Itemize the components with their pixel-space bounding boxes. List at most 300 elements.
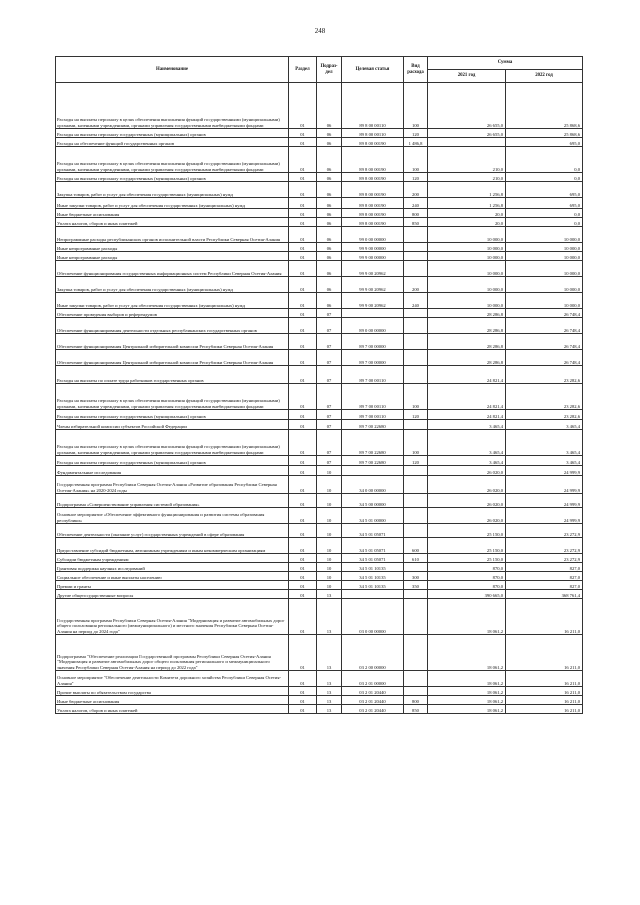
cell-tsel: 99 9 00 20962: [342, 293, 404, 309]
cell-tsel: [342, 466, 404, 476]
cell-razdel: 01: [289, 705, 317, 714]
cell-podrazdel: 07: [317, 420, 342, 430]
cell-y2022: 10 000,0: [506, 261, 583, 277]
table-row: [56, 705, 583, 714]
cell-y2021: 28 286,8: [428, 334, 506, 350]
cell-razdel: 01: [289, 410, 317, 420]
cell-y2021: 870,0: [428, 563, 506, 572]
cell-y2022: 23 272,9: [506, 524, 583, 538]
table-row: [56, 182, 583, 198]
table-row: [56, 173, 583, 182]
cell-razdel: 01: [289, 350, 317, 366]
cell-vid: [404, 524, 428, 538]
cell-y2021: 25 150,0: [428, 554, 506, 563]
table-row: [56, 198, 583, 209]
cell-razdel: 01: [289, 309, 317, 318]
cell-tsel: 89 8 00 00190: [342, 138, 404, 147]
cell-name: Субсидии бюджетным учреждениям: [56, 554, 289, 563]
cell-razdel: 01: [289, 293, 317, 309]
table-row: [56, 476, 583, 494]
cell-podrazdel: 10: [317, 476, 342, 494]
cell-podrazdel: 10: [317, 466, 342, 476]
cell-vid: 120: [404, 456, 428, 466]
cell-vid: 610: [404, 554, 428, 563]
cell-razdel: 01: [289, 508, 317, 524]
cell-podrazdel: 13: [317, 687, 342, 696]
cell-tsel: 89 7 00 22680: [342, 456, 404, 466]
cell-razdel: 01: [289, 243, 317, 252]
cell-razdel: 01: [289, 420, 317, 430]
cell-podrazdel: 07: [317, 309, 342, 318]
cell-razdel: 01: [289, 198, 317, 209]
cell-y2021: 18 061,2: [428, 599, 506, 635]
cell-y2022: 16 211,0: [506, 671, 583, 687]
cell-tsel: 89 8 00 00190: [342, 182, 404, 198]
cell-name: Подпрограмма "Обеспечение реализации Государственной программы Республики Северная Осетия-Алания "Модернизация и развитие автомобильных дорог общего пользования регионального и межмуниципального значения Республики Северная Осетия-Алания на период до 2022 года": [56, 635, 289, 671]
cell-vid: [404, 252, 428, 261]
table-row: [56, 508, 583, 524]
cell-podrazdel: 06: [317, 252, 342, 261]
cell-name: Грантовая поддержка научных исследований: [56, 563, 289, 572]
cell-razdel: 01: [289, 209, 317, 218]
table-row: [56, 572, 583, 581]
cell-razdel: 01: [289, 277, 317, 293]
cell-name: Основное мероприятие «Обеспечение эффективного функционирования и развития системы образования республики»: [56, 508, 289, 524]
cell-tsel: 89 7 00 00110: [342, 384, 404, 410]
table-row: [56, 384, 583, 410]
cell-razdel: 01: [289, 687, 317, 696]
table-row: [56, 410, 583, 420]
table-row: [56, 366, 583, 384]
cell-y2021: 10 000,0: [428, 252, 506, 261]
cell-tsel: 03 2 01 20440: [342, 705, 404, 714]
cell-podrazdel: 07: [317, 318, 342, 334]
cell-tsel: 34 5 01 10135: [342, 563, 404, 572]
cell-y2022: 23 272,9: [506, 538, 583, 554]
cell-tsel: 89 8 00 00190: [342, 209, 404, 218]
table-row: [56, 590, 583, 599]
cell-vid: 100: [404, 384, 428, 410]
cell-y2021: 10 000,0: [428, 243, 506, 252]
cell-podrazdel: 06: [317, 83, 342, 129]
cell-vid: [404, 635, 428, 671]
table-row: [56, 696, 583, 705]
cell-y2021: 26 020,0: [428, 466, 506, 476]
cell-tsel: 03 0 00 00000: [342, 599, 404, 635]
cell-y2021: 210,0: [428, 147, 506, 173]
cell-vid: [404, 334, 428, 350]
cell-name: Расходы на выплаты персоналу в целях обеспечения выполнения функций государственными (муниципальными) органами, казенными учреждениями, органами управления государственными внебюджетными фондами: [56, 147, 289, 173]
cell-tsel: 03 2 00 00000: [342, 635, 404, 671]
cell-vid: [404, 261, 428, 277]
cell-name: Подпрограмма «Совершенствование управления системой образования»: [56, 494, 289, 508]
cell-y2022: 16 211,0: [506, 705, 583, 714]
cell-razdel: 01: [289, 147, 317, 173]
cell-name: Фундаментальные исследования: [56, 466, 289, 476]
cell-tsel: 34 5 01 05071: [342, 538, 404, 554]
cell-y2022: 24 999,9: [506, 508, 583, 524]
cell-y2022: 26 748,4: [506, 350, 583, 366]
table-row: [56, 252, 583, 261]
cell-name: Иные закупки товаров, работ и услуг для обеспечения государственных (муниципальных) нужд: [56, 198, 289, 209]
cell-y2022: 368 761,4: [506, 590, 583, 599]
cell-razdel: 01: [289, 563, 317, 572]
header-summa: Сумма: [428, 57, 583, 70]
cell-podrazdel: 07: [317, 366, 342, 384]
cell-y2021: 10 000,0: [428, 261, 506, 277]
cell-name: Расходы на выплаты персоналу в целях обеспечения выполнения функций государственными (муниципальными) органами, казенными учреждениями, органами управления государственными внебюджетными фондами: [56, 83, 289, 129]
cell-razdel: 01: [289, 635, 317, 671]
cell-vid: [404, 671, 428, 687]
cell-razdel: 01: [289, 366, 317, 384]
cell-razdel: 01: [289, 261, 317, 277]
cell-y2022: 23 282,6: [506, 384, 583, 410]
table-row: [56, 209, 583, 218]
table-row: [56, 129, 583, 138]
cell-name: Непрограммные расходы республиканских органов исполнительной власти Республики Северная Осетия-Алания: [56, 227, 289, 243]
cell-name: Расходы на обеспечение функций государственных органов: [56, 138, 289, 147]
cell-name: Государственная программа Республики Северная Осетия-Алания "Модернизация и развитие автомобильных дорог общего пользования регионального (межмуниципального) и местного значения Республики Северная Осетия-Алания на период до 2024 года": [56, 599, 289, 635]
cell-vid: 200: [404, 182, 428, 198]
cell-podrazdel: 07: [317, 410, 342, 420]
cell-podrazdel: 06: [317, 129, 342, 138]
cell-y2022: 16 211,0: [506, 687, 583, 696]
cell-name: Иные непрограммные расходы: [56, 252, 289, 261]
cell-vid: 100: [404, 430, 428, 456]
cell-name: Иные бюджетные ассигнования: [56, 696, 289, 705]
cell-name: Предоставление субсидий бюджетным, автономным учреждениям и иным некоммерческим организациям: [56, 538, 289, 554]
cell-y2021: 26 020,0: [428, 494, 506, 508]
cell-y2022: 827,0: [506, 563, 583, 572]
cell-name: Расходы на выплаты персоналу государственных (муниципальных) органов: [56, 410, 289, 420]
cell-y2022: 695,0: [506, 182, 583, 198]
cell-y2021: 26 655,0: [428, 83, 506, 129]
cell-vid: 240: [404, 198, 428, 209]
cell-y2022: 3 465,4: [506, 430, 583, 456]
cell-y2021: 390 665,0: [428, 590, 506, 599]
cell-y2021: 18 061,2: [428, 671, 506, 687]
cell-tsel: 89 7 00 00000: [342, 350, 404, 366]
cell-y2022: 25 868,6: [506, 83, 583, 129]
cell-name: Расходы на выплаты персоналу в целях обеспечения выполнения функций государственными (муниципальными) органами, казенными учреждениями, органами управления государственными внебюджетными фондами: [56, 384, 289, 410]
cell-y2021: 870,0: [428, 572, 506, 581]
cell-podrazdel: 10: [317, 494, 342, 508]
cell-podrazdel: 06: [317, 182, 342, 198]
cell-razdel: 01: [289, 524, 317, 538]
cell-vid: [404, 494, 428, 508]
cell-podrazdel: 06: [317, 198, 342, 209]
cell-y2022: 26 748,4: [506, 318, 583, 334]
cell-vid: [404, 476, 428, 494]
cell-name: Закупка товаров, работ и услуг для обеспечения государственных (муниципальных) нужд: [56, 277, 289, 293]
cell-podrazdel: 13: [317, 696, 342, 705]
cell-vid: [404, 508, 428, 524]
cell-tsel: [342, 309, 404, 318]
cell-y2021: 24 821,4: [428, 366, 506, 384]
cell-podrazdel: 06: [317, 277, 342, 293]
cell-name: Обеспечение функционирования Центральной избирательной комиссии Республики Северная Осетия-Алания: [56, 350, 289, 366]
cell-vid: [404, 309, 428, 318]
cell-name: Уплата налогов, сборов и иных платежей: [56, 705, 289, 714]
cell-vid: 850: [404, 218, 428, 227]
cell-y2021: 25 150,0: [428, 538, 506, 554]
cell-y2021: 18 061,2: [428, 687, 506, 696]
cell-vid: [404, 227, 428, 243]
cell-podrazdel: 07: [317, 430, 342, 456]
cell-y2021: 10 000,0: [428, 277, 506, 293]
cell-name: Обеспечение функционирования деятельности отдельных республиканских государственных органов: [56, 318, 289, 334]
cell-razdel: 01: [289, 590, 317, 599]
cell-y2021: 24 821,4: [428, 384, 506, 410]
cell-vid: 200: [404, 277, 428, 293]
cell-name: Расходы на выплаты персоналу государственных (муниципальных) органов: [56, 456, 289, 466]
cell-name: Уплата налогов, сборов и иных платежей: [56, 218, 289, 227]
cell-vid: [404, 563, 428, 572]
cell-tsel: 89 0 00 00000: [342, 318, 404, 334]
cell-y2021: 20,0: [428, 218, 506, 227]
header-tsel: Целевая статья: [342, 57, 404, 83]
cell-name: Премии и гранты: [56, 581, 289, 590]
table-row: [56, 538, 583, 554]
cell-vid: 300: [404, 572, 428, 581]
cell-name: Государственная программа Республики Северная Осетия-Алания «Развитие образования Республики Северная Осетия-Алания» на 2020-2024 годы: [56, 476, 289, 494]
table-row: [56, 218, 583, 227]
table-row: [56, 599, 583, 635]
cell-y2022: 3 465,4: [506, 456, 583, 466]
cell-y2022: 24 999,9: [506, 494, 583, 508]
cell-podrazdel: 06: [317, 209, 342, 218]
page-number: 248: [314, 27, 326, 35]
cell-tsel: 89 8 00 00190: [342, 198, 404, 209]
cell-y2022: 827,0: [506, 581, 583, 590]
cell-vid: 1 486,8: [404, 138, 428, 147]
cell-razdel: 01: [289, 318, 317, 334]
cell-y2021: 25 150,0: [428, 524, 506, 538]
cell-podrazdel: 06: [317, 293, 342, 309]
table-row: [56, 309, 583, 318]
cell-razdel: 01: [289, 599, 317, 635]
cell-y2021: 18 061,2: [428, 696, 506, 705]
cell-razdel: 01: [289, 696, 317, 705]
cell-razdel: 01: [289, 129, 317, 138]
cell-y2021: 26 655,0: [428, 129, 506, 138]
cell-podrazdel: 10: [317, 572, 342, 581]
cell-vid: 120: [404, 410, 428, 420]
table-row: [56, 671, 583, 687]
cell-name: Члены избирательной комиссии субъектов Российской Федерации: [56, 420, 289, 430]
header-vid: Вид расхода: [404, 57, 428, 83]
cell-vid: 100: [404, 83, 428, 129]
cell-podrazdel: 13: [317, 705, 342, 714]
cell-y2022: 0,0: [506, 173, 583, 182]
cell-podrazdel: 06: [317, 261, 342, 277]
cell-podrazdel: 10: [317, 563, 342, 572]
header-podrazdel: Подраз-дел: [317, 57, 342, 83]
cell-vid: 100: [404, 147, 428, 173]
header-razdel: Раздел: [289, 57, 317, 83]
cell-tsel: 89 8 00 00190: [342, 218, 404, 227]
table-row: [56, 83, 583, 129]
table-row: [56, 261, 583, 277]
cell-y2022: 23 282,6: [506, 410, 583, 420]
cell-vid: 800: [404, 696, 428, 705]
cell-y2021: 10 000,0: [428, 293, 506, 309]
table-row: [56, 563, 583, 572]
cell-razdel: 01: [289, 138, 317, 147]
cell-tsel: [342, 590, 404, 599]
table-row: [56, 350, 583, 366]
cell-podrazdel: 07: [317, 334, 342, 350]
table-row: [56, 494, 583, 508]
cell-razdel: 01: [289, 384, 317, 410]
cell-tsel: 89 7 00 22680: [342, 420, 404, 430]
cell-tsel: 89 7 00 00000: [342, 334, 404, 350]
cell-podrazdel: 13: [317, 635, 342, 671]
cell-razdel: 01: [289, 671, 317, 687]
cell-razdel: 01: [289, 554, 317, 563]
cell-y2021: 28 286,8: [428, 318, 506, 334]
cell-tsel: 03 2 01 20440: [342, 687, 404, 696]
cell-y2022: 10 000,0: [506, 252, 583, 261]
cell-tsel: 99 9 00 00000: [342, 243, 404, 252]
table-row: [56, 456, 583, 466]
cell-name: Иные закупки товаров, работ и услуг для обеспечения государственных (муниципальных) нужд: [56, 293, 289, 309]
cell-y2022: 827,0: [506, 572, 583, 581]
cell-podrazdel: 06: [317, 147, 342, 173]
cell-y2022: 10 000,0: [506, 243, 583, 252]
cell-name: Расходы на выплаты персоналу государственных (муниципальных) органов: [56, 129, 289, 138]
cell-y2021: 20,0: [428, 209, 506, 218]
cell-y2022: 3 465,4: [506, 420, 583, 430]
cell-name: Обеспечение функционирования Центральной избирательной комиссии Республики Северная Осетия-Алания: [56, 334, 289, 350]
cell-tsel: 89 7 00 00110: [342, 410, 404, 420]
cell-vid: [404, 687, 428, 696]
cell-name: Другие общегосударственные вопросы: [56, 590, 289, 599]
cell-podrazdel: 06: [317, 173, 342, 182]
table-row: [56, 687, 583, 696]
cell-y2021: 1 256,8: [428, 198, 506, 209]
cell-tsel: 89 7 00 22680: [342, 430, 404, 456]
cell-y2021: 18 061,2: [428, 705, 506, 714]
table-row: [56, 430, 583, 456]
cell-y2022: 0,0: [506, 218, 583, 227]
cell-tsel: 34 5 01 05071: [342, 524, 404, 538]
cell-razdel: 01: [289, 538, 317, 554]
cell-y2022: 23 272,9: [506, 554, 583, 563]
cell-razdel: 01: [289, 494, 317, 508]
cell-y2022: 695,0: [506, 138, 583, 147]
cell-vid: 120: [404, 173, 428, 182]
cell-y2021: 18 061,2: [428, 635, 506, 671]
cell-y2022: 23 282,6: [506, 366, 583, 384]
table-row: [56, 466, 583, 476]
cell-y2022: 695,0: [506, 198, 583, 209]
cell-razdel: 01: [289, 252, 317, 261]
cell-tsel: 89 8 00 00110: [342, 83, 404, 129]
table-row: [56, 277, 583, 293]
cell-name: Основное мероприятие "Обеспечение деятельности Комитета дорожного хозяйства Республики Северная Осетия-Алания": [56, 671, 289, 687]
cell-tsel: 34 5 00 00000: [342, 494, 404, 508]
cell-tsel: 99 9 00 20962: [342, 261, 404, 277]
cell-razdel: 01: [289, 227, 317, 243]
cell-name: Социальное обеспечение и иные выплаты населению: [56, 572, 289, 581]
cell-y2022: 24 999,9: [506, 466, 583, 476]
cell-y2022: 10 000,0: [506, 277, 583, 293]
cell-razdel: 01: [289, 430, 317, 456]
cell-razdel: 01: [289, 83, 317, 129]
cell-podrazdel: 07: [317, 384, 342, 410]
cell-tsel: 99 9 00 20962: [342, 277, 404, 293]
cell-razdel: 01: [289, 572, 317, 581]
cell-razdel: 01: [289, 466, 317, 476]
cell-tsel: 34 5 01 10135: [342, 572, 404, 581]
cell-y2021: 210,0: [428, 173, 506, 182]
cell-tsel: 34 5 01 10135: [342, 581, 404, 590]
cell-podrazdel: 10: [317, 554, 342, 563]
table-row: [56, 420, 583, 430]
cell-podrazdel: 10: [317, 538, 342, 554]
cell-podrazdel: 06: [317, 138, 342, 147]
cell-podrazdel: 10: [317, 524, 342, 538]
cell-name: Прочие выплаты по обязательствам государства: [56, 687, 289, 696]
cell-y2021: 24 821,4: [428, 410, 506, 420]
cell-y2022: 26 748,4: [506, 334, 583, 350]
cell-razdel: 01: [289, 456, 317, 466]
cell-y2021: 26 020,0: [428, 476, 506, 494]
cell-y2022: 26 748,4: [506, 309, 583, 318]
cell-tsel: 34 0 00 00000: [342, 476, 404, 494]
cell-y2022: 0,0: [506, 209, 583, 218]
cell-y2021: 870,0: [428, 581, 506, 590]
cell-y2021: 26 020,0: [428, 508, 506, 524]
cell-razdel: 01: [289, 218, 317, 227]
cell-razdel: 01: [289, 182, 317, 198]
cell-vid: [404, 366, 428, 384]
cell-razdel: 01: [289, 476, 317, 494]
cell-vid: 850: [404, 705, 428, 714]
cell-y2022: 16 211,0: [506, 599, 583, 635]
cell-podrazdel: 10: [317, 581, 342, 590]
cell-y2021: 1 256,8: [428, 182, 506, 198]
cell-vid: [404, 350, 428, 366]
cell-tsel: 03 2 01 00000: [342, 671, 404, 687]
table-row: [56, 138, 583, 147]
cell-y2021: 3 465,4: [428, 420, 506, 430]
cell-vid: [404, 243, 428, 252]
cell-y2022: 16 211,0: [506, 635, 583, 671]
cell-tsel: 89 8 00 00190: [342, 173, 404, 182]
cell-y2022: 24 999,9: [506, 476, 583, 494]
cell-y2022: 0,0: [506, 147, 583, 173]
header-2021: 2021 год: [428, 70, 506, 83]
cell-podrazdel: 07: [317, 456, 342, 466]
cell-vid: [404, 466, 428, 476]
cell-y2021: 28 286,8: [428, 309, 506, 318]
cell-vid: 600: [404, 538, 428, 554]
table-row: [56, 635, 583, 671]
cell-podrazdel: 10: [317, 508, 342, 524]
cell-name: Иные бюджетные ассигнования: [56, 209, 289, 218]
cell-podrazdel: 13: [317, 590, 342, 599]
cell-name: Обеспечение деятельности (оказание услуг) государственных учреждений в сфере образования: [56, 524, 289, 538]
cell-tsel: 34 5 01 00000: [342, 508, 404, 524]
cell-vid: [404, 420, 428, 430]
cell-podrazdel: 06: [317, 218, 342, 227]
cell-razdel: 01: [289, 173, 317, 182]
cell-name: Расходы на выплаты персоналу в целях обеспечения выполнения функций государственными (муниципальными) органами, казенными учреждениями, органами управления государственными внебюджетными фондами: [56, 430, 289, 456]
cell-name: Обеспечение функционирования государственных информационных систем Республики Северная Осетия-Алания: [56, 261, 289, 277]
cell-y2022: 10 000,0: [506, 293, 583, 309]
